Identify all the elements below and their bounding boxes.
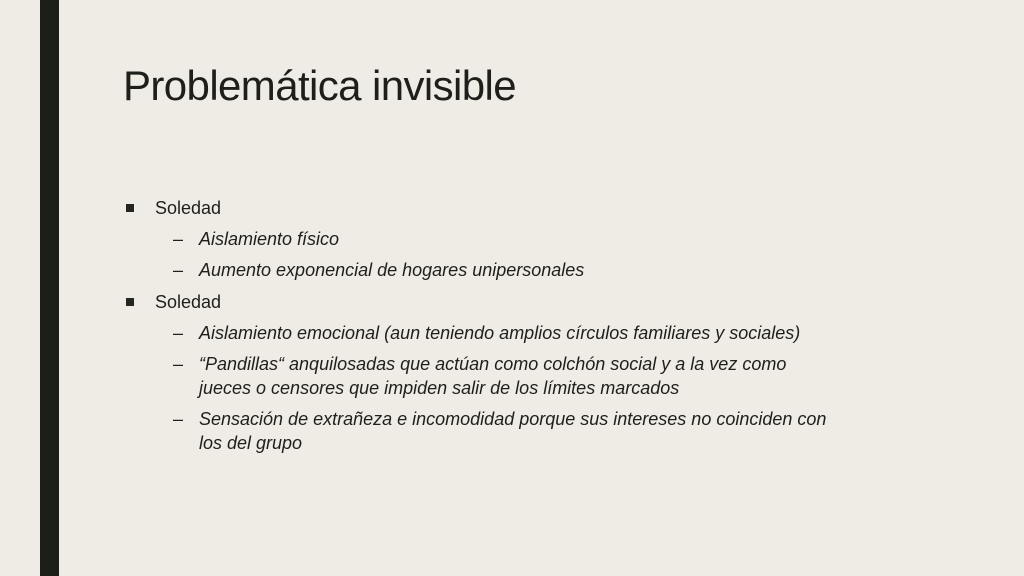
sub-bullet-text: Aumento exponencial de hogares unipersonales	[199, 260, 585, 280]
bullet-group	[124, 289, 924, 455]
slide-body	[124, 195, 924, 455]
square-bullet-icon	[126, 204, 134, 212]
dash-bullet-icon: –	[172, 260, 183, 280]
sub-bullet-text: Aislamiento emocional (aun teniendo amplios círculos familiares y sociales)	[199, 323, 801, 343]
sub-bullet-text: “Pandillas“ anquilosadas que actúan como colchón social y a la vez como jueces o censores que impiden salir de los límites marcados	[199, 354, 787, 398]
sub-bullet-text: Aislamiento físico	[199, 229, 340, 249]
sub-bullet-list	[124, 227, 924, 282]
slide-title: Problemática invisible	[123, 62, 516, 109]
bullet-label: Soledad	[155, 292, 222, 312]
sub-bullet-item	[124, 407, 924, 455]
accent-bar	[40, 0, 59, 576]
bullet-label: Soledad	[155, 198, 222, 218]
sub-bullet-item	[124, 321, 924, 345]
square-bullet-icon	[126, 298, 134, 306]
dash-bullet-icon: –	[172, 229, 183, 249]
bullet-item	[124, 195, 924, 221]
sub-bullet-item	[124, 258, 924, 282]
sub-bullet-list	[124, 321, 924, 455]
bullet-item	[124, 289, 924, 315]
dash-bullet-icon: –	[172, 354, 183, 374]
bullet-group	[124, 195, 924, 282]
dash-bullet-icon: –	[172, 323, 183, 343]
sub-bullet-item	[124, 352, 924, 400]
sub-bullet-item	[124, 227, 924, 251]
sub-bullet-text: Sensación de extrañeza e incomodidad porque sus intereses no coinciden con los del grupo	[199, 409, 827, 453]
dash-bullet-icon: –	[172, 409, 183, 429]
